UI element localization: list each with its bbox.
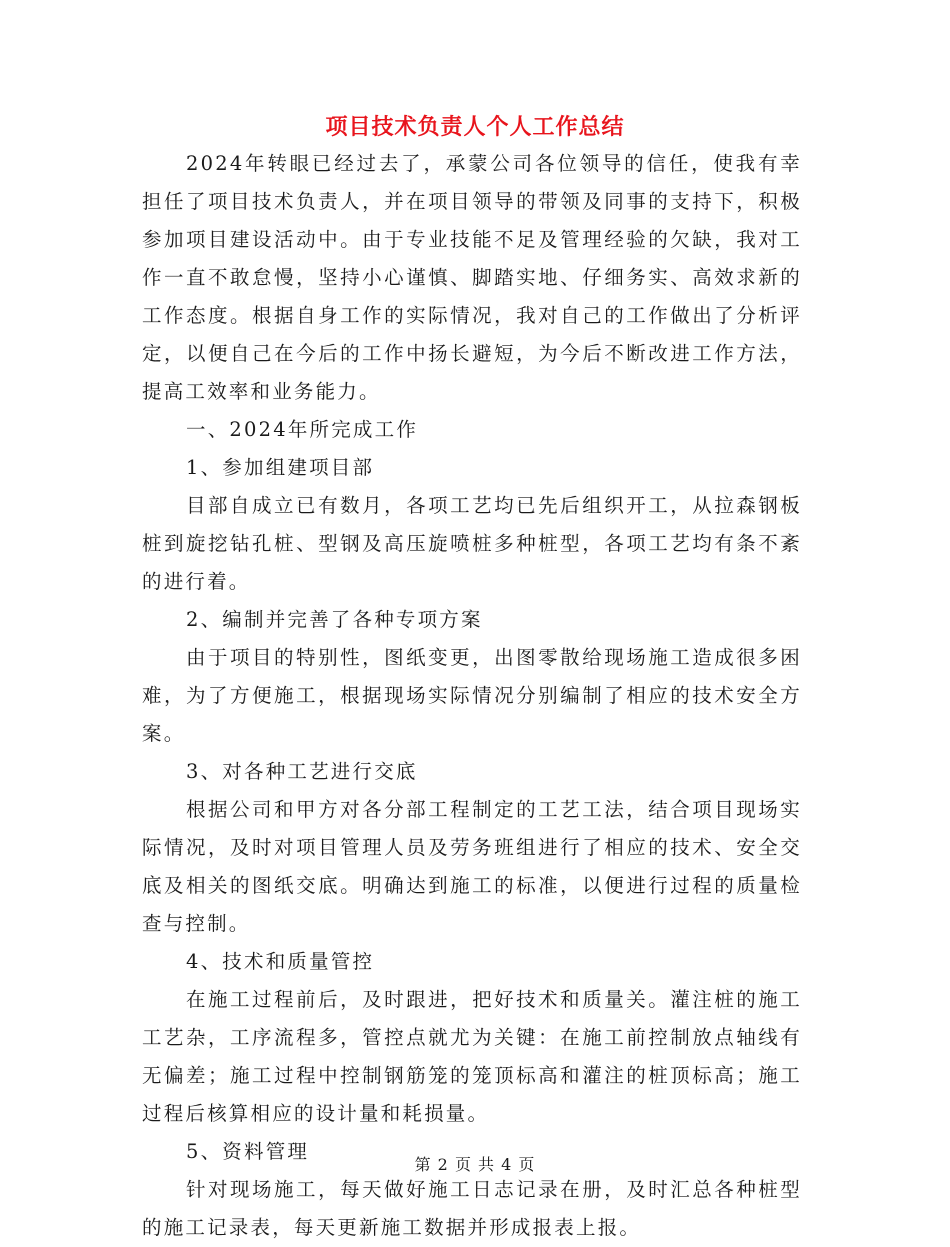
paragraph-item-4: 在施工过程前后，及时跟进，把好技术和质量关。灌注桩的施工工艺杂，工序流程多，管控点就尤为关键：在施工前控制放点轴线有无偏差；施工过程中控制钢筋笼的笼顶标高和灌注的桩顶标高；施工过程后核算相应的设计量和耗损量。 [142, 988, 802, 1125]
section-heading-completed-work: 一、2024年所完成工作 [186, 418, 419, 441]
item-heading-1: 1、参加组建项目部 [186, 456, 375, 479]
paragraph-item-1: 目部自成立已有数月，各项工艺均已先后组织开工，从拉森钢板桩到旋挖钻孔桩、型钢及高压旋喷桩多种桩型，各项工艺均有条不紊的进行着。 [142, 494, 802, 593]
paragraph-item-5: 针对现场施工，每天做好施工日志记录在册，及时汇总各种桩型的施工记录表，每天更新施工数据并形成报表上报。 [142, 1178, 802, 1239]
paragraph-intro: 2024年转眼已经过去了，承蒙公司各位领导的信任，使我有幸担任了项目技术负责人，并在项目领导的带领及同事的支持下，积极参加项目建设活动中。由于专业技能不足及管理经验的欠缺，我对工作一直不敢怠慢，坚持小心谨慎、脚踏实地、仔细务实、高效求新的工作态度。根据自身工作的实际情况，我对自己的工作做出了分析评定，以便自己在今后的工作中扬长避短，为今后不断改进工作方法，提高工效率和业务能力。 [142, 152, 802, 403]
document-body [142, 145, 802, 1247]
item-heading-3: 3、对各种工艺进行交底 [186, 760, 418, 783]
item-heading-2: 2、编制并完善了各种专项方案 [186, 608, 483, 631]
item-heading-5: 5、资料管理 [186, 1140, 310, 1163]
paragraph-item-3: 根据公司和甲方对各分部工程制定的工艺工法，结合项目现场实际情况，及时对项目管理人员及劳务班组进行了相应的技术、安全交底及相关的图纸交底。明确达到施工的标准，以便进行过程的质量检查与控制。 [142, 798, 802, 935]
paragraph-item-2: 由于项目的特别性，图纸变更，出图零散给现场施工造成很多困难，为了方便施工，根据现场实际情况分别编制了相应的技术安全方案。 [142, 646, 802, 745]
document-title: 项目技术负责人个人工作总结 [325, 114, 625, 140]
item-heading-4: 4、技术和质量管控 [186, 950, 375, 973]
page-number-footer: 第 2 页 共 4 页 [414, 1155, 536, 1174]
